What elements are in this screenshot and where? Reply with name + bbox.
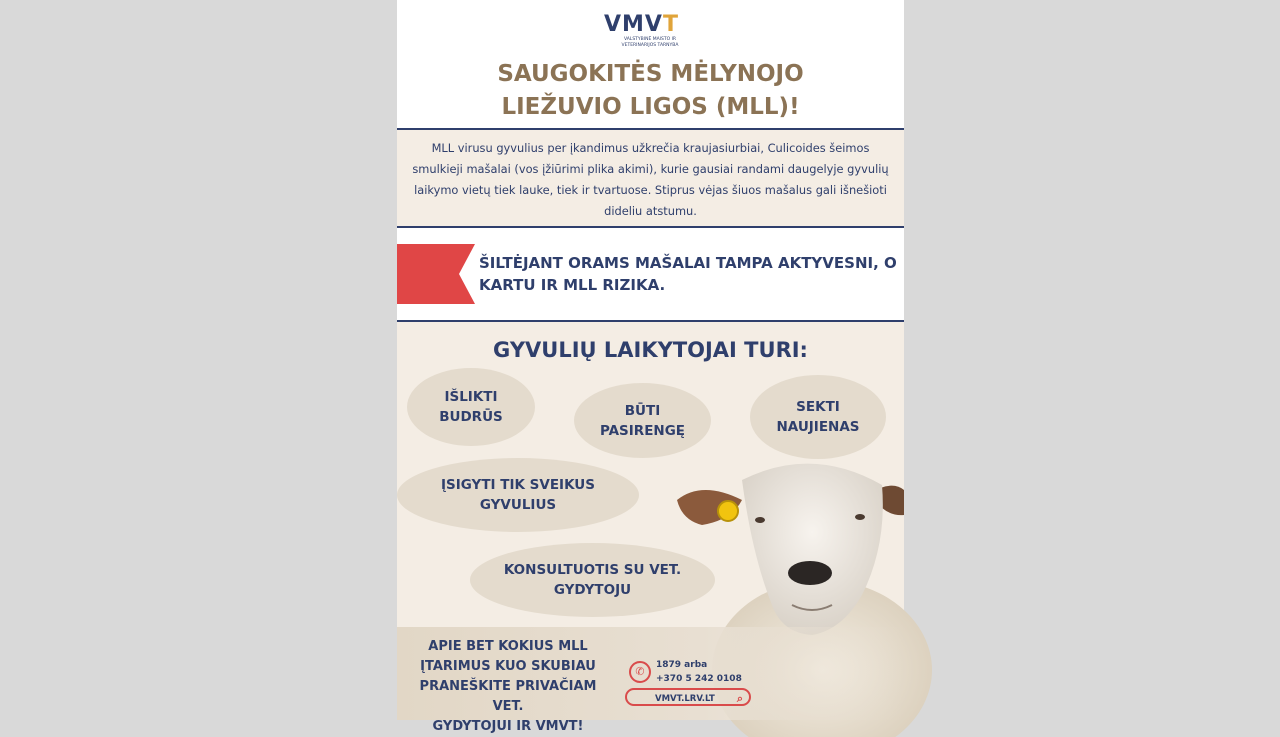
logo-subtitle-line2: VETERINARIJOS TARNYBA	[621, 43, 679, 48]
website-url[interactable]: VMVT.LRV.LT	[655, 694, 715, 704]
bubble-be-prepared	[574, 383, 711, 458]
bubble-line: KONSULTUOTIS SU VET.	[503, 562, 682, 578]
bubble-line: IŠLIKTI	[444, 389, 498, 405]
poster	[397, 0, 904, 734]
bubble-line: GYVULIUS	[479, 497, 557, 513]
logo-subtitle-line1: VALSTYBINĖ MAISTO IR	[623, 37, 677, 42]
intro-section	[397, 130, 904, 226]
footer-line2: ĮTARIMUS KUO SKUBIAU	[420, 659, 596, 674]
bubble-line: SEKTI	[796, 399, 840, 415]
footer-line4: GYDYTOJUI IR VMVT!	[432, 719, 584, 734]
warning-line2: KARTU IR MLL RIZIKA.	[479, 276, 666, 294]
phone-line1: 1879 arba	[656, 660, 708, 670]
divider	[397, 320, 904, 322]
bubble-stay-alert	[407, 368, 535, 446]
logo-mark-accent: T	[662, 12, 679, 37]
red-flag-icon	[397, 244, 475, 304]
footer-line1: APIE BET KOKIUS MLL	[428, 639, 588, 654]
page-title	[397, 58, 904, 124]
phone-numbers	[656, 658, 742, 686]
warning-section	[397, 228, 904, 320]
phone-line2: +370 5 242 0108	[656, 674, 742, 684]
intro-text: MLL virusu gyvulius per įkandimus užkrečia kraujasiurbiai, Culicoides šeimos smulkieji mašalai (vos įžiūrimi plika akimi), kurie gausiai randami daugelyje gyvulių laikymo vietų tiek lauke, tiek ir tvartuose. Stiprus vėjas šiuos mašalus gali išnešioti dideliu atstumu.	[412, 141, 889, 218]
footer-line3: PRANEŠKITE PRIVAČIAM VET.	[419, 679, 597, 714]
bubble-buy-healthy	[397, 458, 639, 532]
footer	[397, 627, 904, 734]
logo-mark-text: VMV	[604, 12, 663, 37]
section-title: GYVULIŲ LAIKYTOJAI TURI:	[493, 338, 808, 362]
phone-icon: ✆	[629, 661, 651, 683]
bubble-follow-news	[750, 375, 886, 459]
logo-mark	[604, 14, 696, 36]
footer-message	[403, 637, 613, 737]
bubble-line: GYDYTOJU	[553, 582, 632, 598]
bubble-line: BUDRŪS	[439, 409, 503, 425]
website-link[interactable]	[625, 688, 751, 706]
bubble-line: NAUJIENAS	[776, 419, 860, 435]
logo-subtitle	[604, 37, 696, 49]
bubble-line: ĮSIGYTI TIK SVEIKUS	[441, 477, 595, 493]
title-line2: LIEŽUVIO LIGOS (MLL)!	[501, 94, 800, 120]
bubble-line: BŪTI	[624, 402, 661, 419]
search-icon: ⌕	[736, 692, 743, 705]
warning-text	[479, 252, 899, 296]
title-line1: SAUGOKITĖS MĖLYNOJO	[497, 61, 804, 87]
vmvt-logo	[604, 14, 696, 50]
bubble-line: PASIRENGĘ	[599, 422, 686, 439]
header	[397, 0, 904, 128]
warning-line1: ŠILTĖJANT ORAMS MAŠALAI TAMPA AKTYVESNI, O	[479, 254, 897, 272]
